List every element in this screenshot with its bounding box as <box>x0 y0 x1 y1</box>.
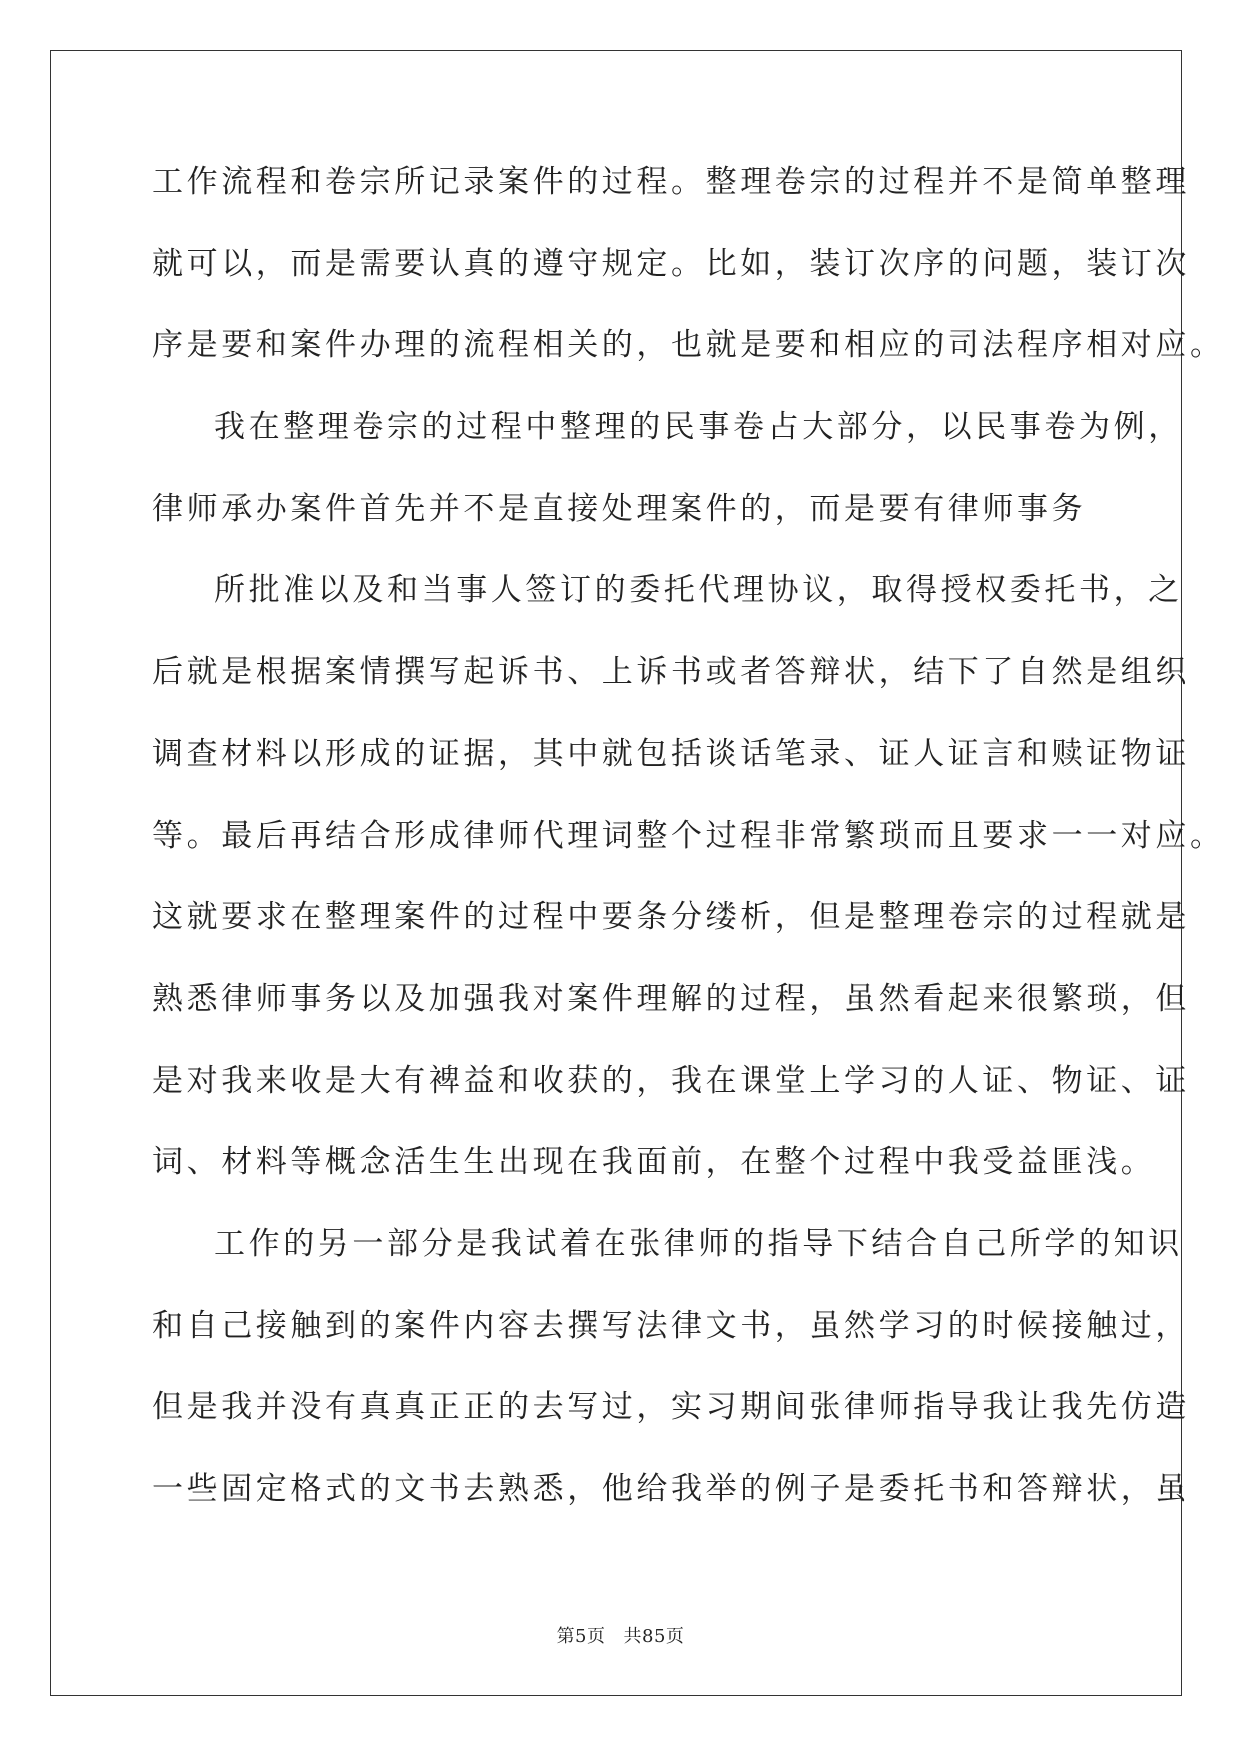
page-number-total: 共85页 <box>623 1626 685 1647</box>
text-line: 词、材料等概念活生生出现在我面前，在整个过程中我受益匪浅。 <box>152 1144 1156 1181</box>
text-line: 是对我来收是大有裨益和收获的，我在课堂上学习的人证、物证、证 <box>152 1062 1190 1099</box>
text-line: 一些固定格式的文书去熟悉，他给我举的例子是委托书和答辩状，虽 <box>152 1471 1190 1507</box>
text-line: 等。最后再结合形成律师代理词整个过程非常繁琐而且要求一一对应。 <box>152 817 1225 854</box>
text-line: 但是我并没有真真正正的去写过，实习期间张律师指导我让我先仿造 <box>152 1389 1190 1426</box>
page-footer <box>0 1622 1241 1648</box>
text-line: 这就要求在整理案件的过程中要条分缕析，但是整理卷宗的过程就是 <box>152 899 1190 936</box>
text-line: 工作的另一部分是我试着在张律师的指导下结合自己所学的知识 <box>214 1225 1183 1262</box>
text-line: 律师承办案件首先并不是直接处理案件的，而是要有律师事务 <box>152 490 1087 527</box>
page-number-current: 第5页 <box>556 1626 606 1647</box>
text-line: 序是要和案件办理的流程相关的，也就是要和相应的司法程序相对应。 <box>152 327 1225 364</box>
text-line: 就可以，而是需要认真的遵守规定。比如，装订次序的问题，装订次 <box>152 245 1190 282</box>
text-line: 所批准以及和当事人签订的委托代理协议，取得授权委托书，之 <box>214 572 1183 609</box>
document-body <box>152 162 1225 1551</box>
text-line: 调查材料以形成的证据，其中就包括谈话笔录、证人证言和赎证物证 <box>152 735 1190 772</box>
text-line: 我在整理卷宗的过程中整理的民事卷占大部分，以民事卷为例， <box>214 409 1183 446</box>
text-line: 和自己接触到的案件内容去撰写法律文书，虽然学习的时候接触过， <box>152 1307 1190 1344</box>
text-line: 工作流程和卷宗所记录案件的过程。整理卷宗的过程并不是简单整理 <box>152 164 1190 200</box>
text-line: 熟悉律师事务以及加强我对案件理解的过程，虽然看起来很繁琐，但 <box>152 980 1190 1017</box>
text-line: 后就是根据案情撰写起诉书、上诉书或者答辩状，结下了自然是组织 <box>152 654 1190 691</box>
